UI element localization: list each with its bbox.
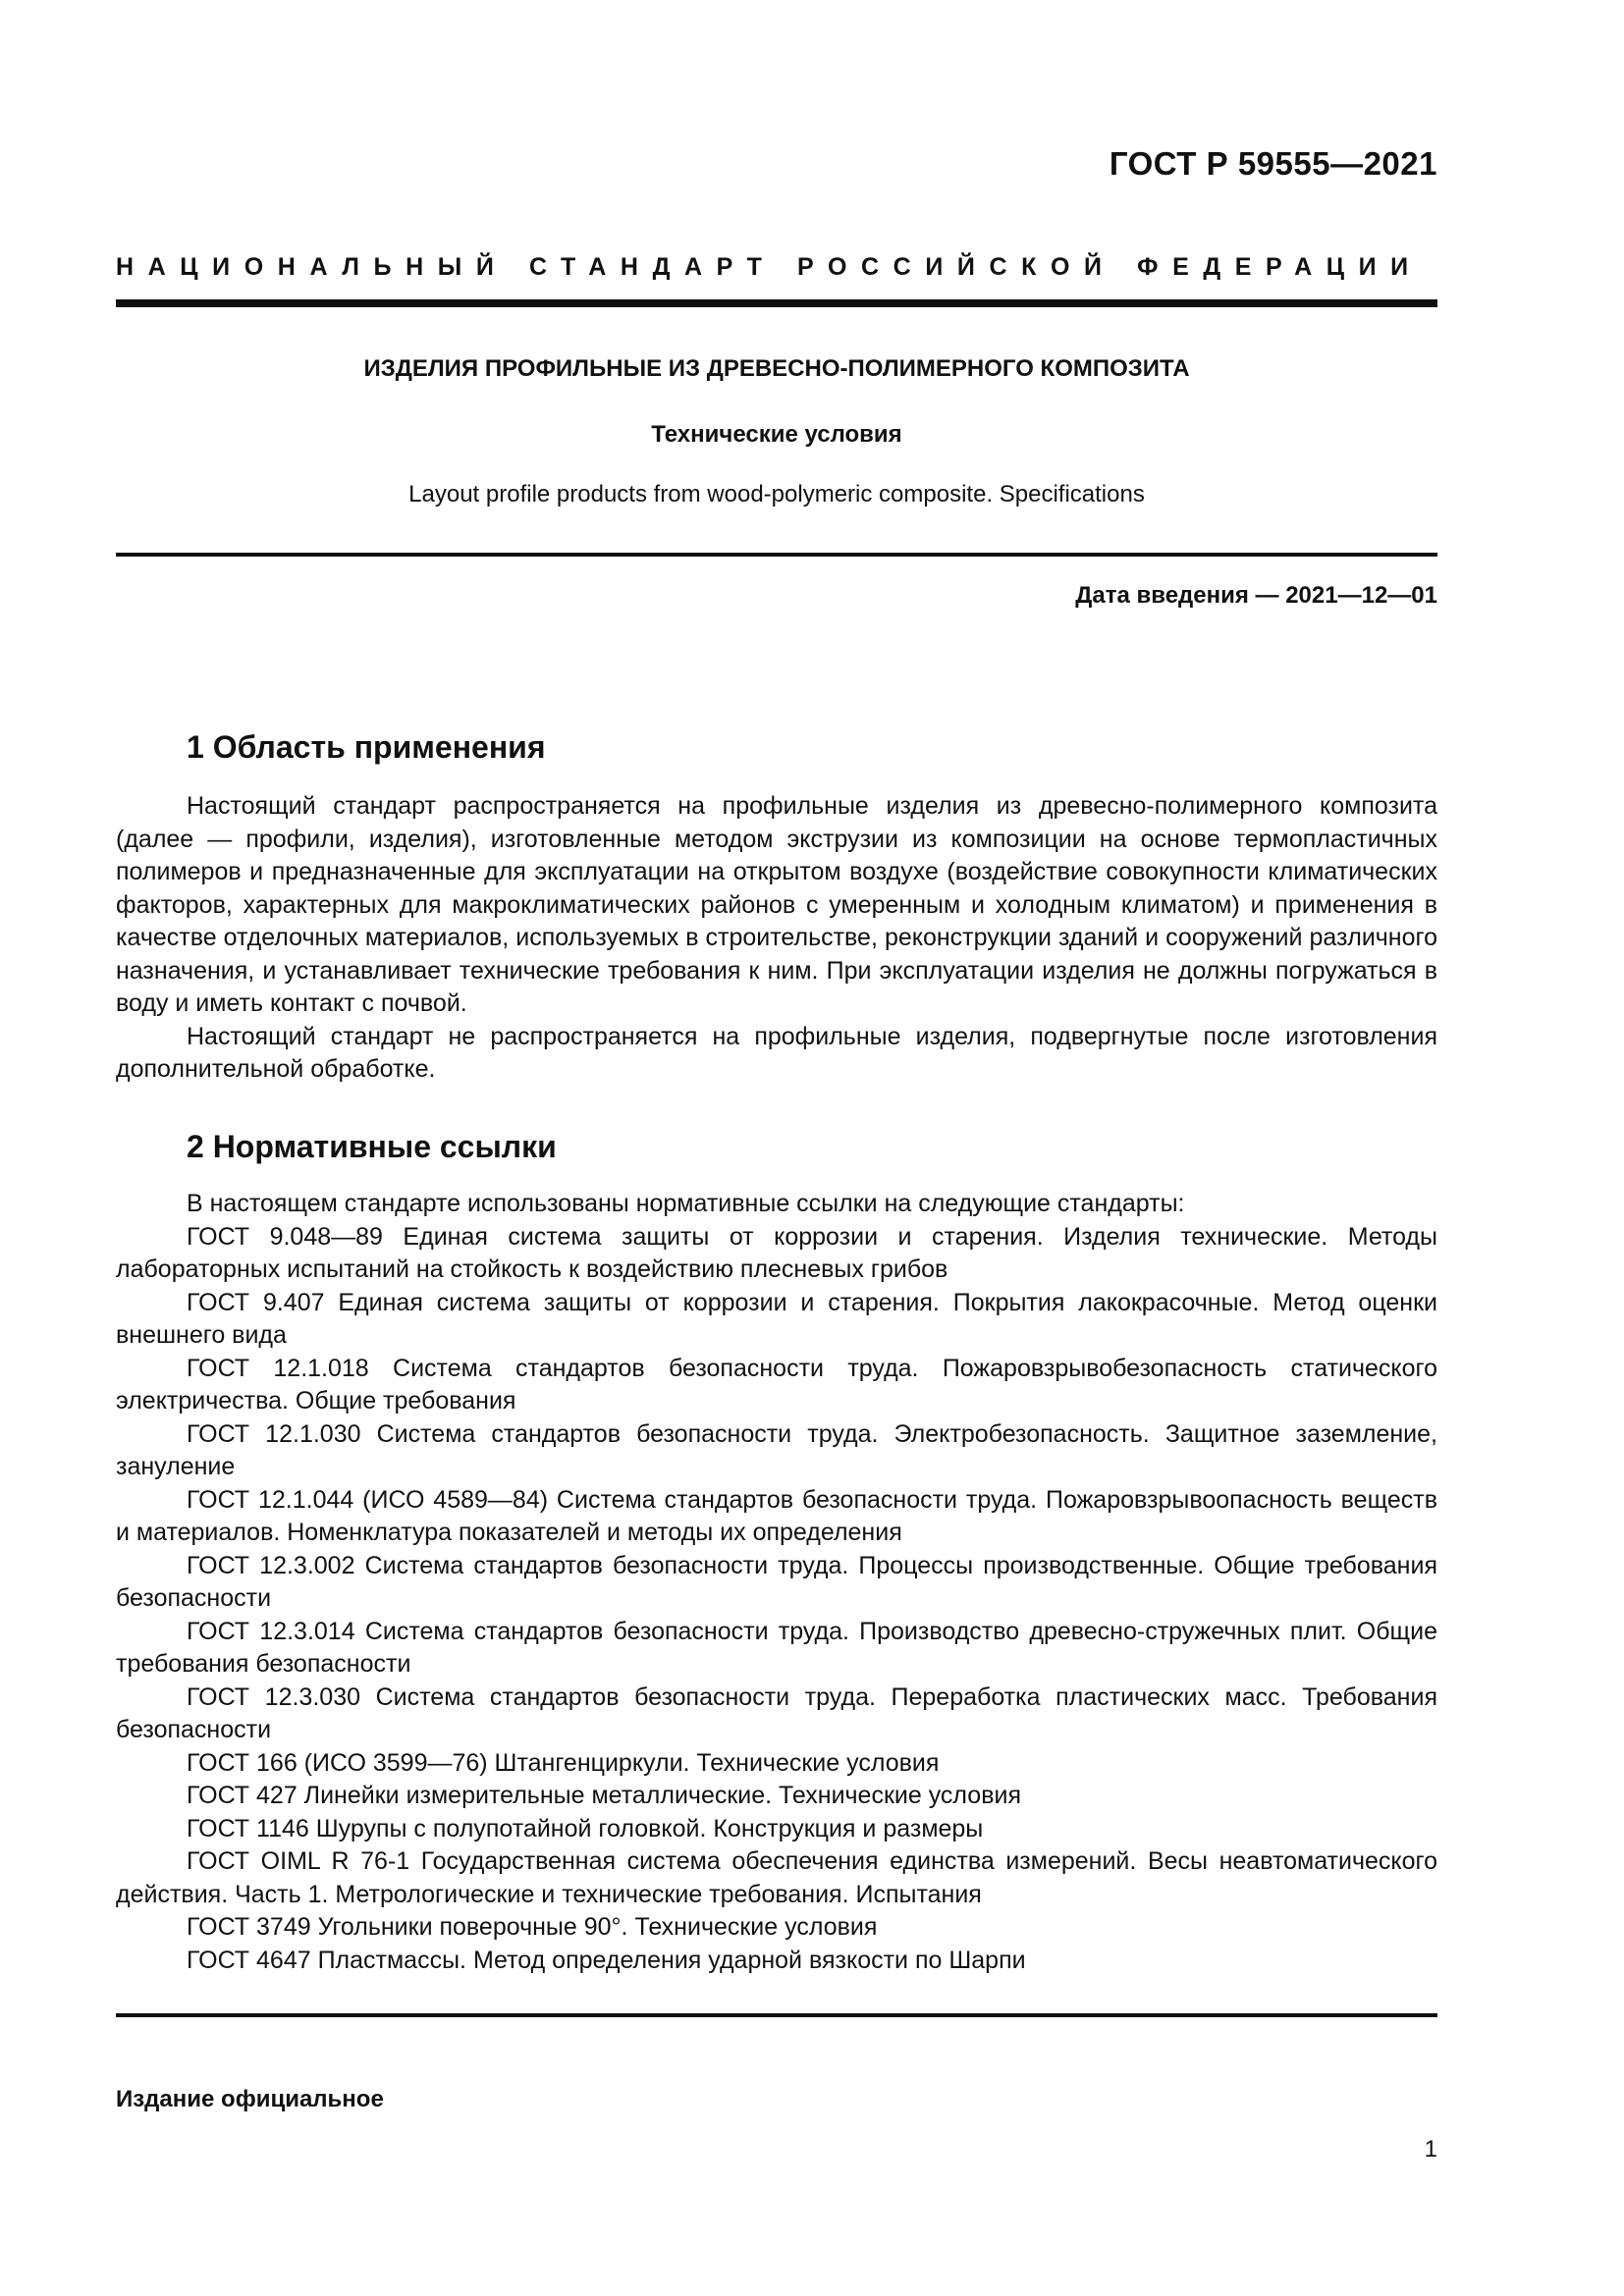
paragraph: В настоящем стандарте использованы нормативные ссылки на следующие стандарты:: [187, 1190, 1185, 1217]
section-body-normative-references: [116, 1188, 1437, 1977]
document-number: ГОСТ Р 59555—2021: [1109, 145, 1437, 182]
section-heading-normative-references: 2 Нормативные ссылки: [187, 1129, 557, 1164]
document-subtitle: Технические условия: [651, 421, 902, 448]
official-edition-label: Издание официальное: [116, 2086, 384, 2112]
reference-item: ГОСТ 9.407 Единая система защиты от коррозии и старения. Покрытия лакокрасочные. Метод оценки внешнего вида: [116, 1288, 1437, 1349]
reference-item: ГОСТ 166 (ИСО 3599—76) Штангенциркули. Технические условия: [187, 1748, 940, 1777]
paragraph: Настоящий стандарт распространяется на профильные изделия из древесно-полимерного композита (далее — профили, изделия), изготовленные методом экструзии из композиции на основе термопластичных полимеров и предназначенные для эксплуатации на открытом воздухе (воздействие совокупности климатических факторов, характерных для макроклиматических районов с умеренным и холодным климатом) и применения в качестве отделочных материалов, используемых в строительстве, реконструкции зданий и сооружений различного назначения, и устанавливает технические требования к ним. При эксплуатации изделия не должны погружаться в воду и иметь контакт с почвой.: [116, 792, 1437, 1017]
national-standard-banner: НАЦИОНАЛЬНЫЙ СТАНДАРТ РОССИЙСКОЙ ФЕДЕРАЦИИ: [116, 253, 1423, 281]
paragraph: Настоящий стандарт не распространяется на профильные изделия, подвергнутые после изготовления дополнительной обработке.: [116, 1022, 1437, 1083]
reference-item: ГОСТ 3749 Угольники поверочные 90°. Технические условия: [187, 1913, 878, 1941]
footer-divider: [116, 2013, 1437, 2017]
section-body-scope: [116, 790, 1437, 1087]
reference-item: ГОСТ 9.048—89 Единая система защиты от коррозии и старения. Изделия технические. Методы лабораторных испытаний на стойкость к воздействию плесневых грибов: [116, 1222, 1437, 1283]
reference-item: ГОСТ 1146 Шурупы с полупотайной головкой. Конструкция и размеры: [187, 1814, 984, 1842]
reference-item: ГОСТ OIML R 76-1 Государственная система обеспечения единства измерений. Весы неавтоматического действия. Часть 1. Метрологические и технические требования. Испытания: [116, 1847, 1437, 1908]
section-heading-scope: 1 Область применения: [187, 729, 546, 765]
reference-item: ГОСТ 12.3.030 Система стандартов безопасности труда. Переработка пластических масс. Требования безопасности: [116, 1682, 1437, 1743]
document-title-english: Layout profile products from wood-polymeric composite. Specifications: [408, 481, 1145, 507]
page-number: 1: [1424, 2136, 1437, 2163]
reference-item: ГОСТ 12.1.018 Система стандартов безопасности труда. Пожаровзрывобезопасность статического электричества. Общие требования: [116, 1354, 1437, 1415]
reference-item: ГОСТ 427 Линейки измерительные металлические. Технические условия: [187, 1782, 1021, 1809]
reference-item: ГОСТ 4647 Пластмассы. Метод определения ударной вязкости по Шарпи: [187, 1946, 1026, 1974]
reference-item: ГОСТ 12.3.014 Система стандартов безопасности труда. Производство древесно-стружечных плит. Общие требования безопасности: [116, 1617, 1437, 1678]
introduction-date: Дата введения — 2021—12—01: [1075, 582, 1437, 609]
reference-item: ГОСТ 12.1.044 (ИСО 4589—84) Система стандартов безопасности труда. Пожаровзрывоопасность веществ и материалов. Номенклатура показателей и методы их определения: [116, 1485, 1437, 1546]
reference-item: ГОСТ 12.3.002 Система стандартов безопасности труда. Процессы производственные. Общие требования безопасности: [116, 1551, 1437, 1612]
document-title: ИЗДЕЛИЯ ПРОФИЛЬНЫЕ ИЗ ДРЕВЕСНО-ПОЛИМЕРНОГО КОМПОЗИТА: [363, 355, 1190, 382]
header-divider-thick: [116, 299, 1437, 307]
title-divider: [116, 553, 1437, 557]
reference-item: ГОСТ 12.1.030 Система стандартов безопасности труда. Электробезопасность. Защитное заземление, зануление: [116, 1419, 1437, 1480]
